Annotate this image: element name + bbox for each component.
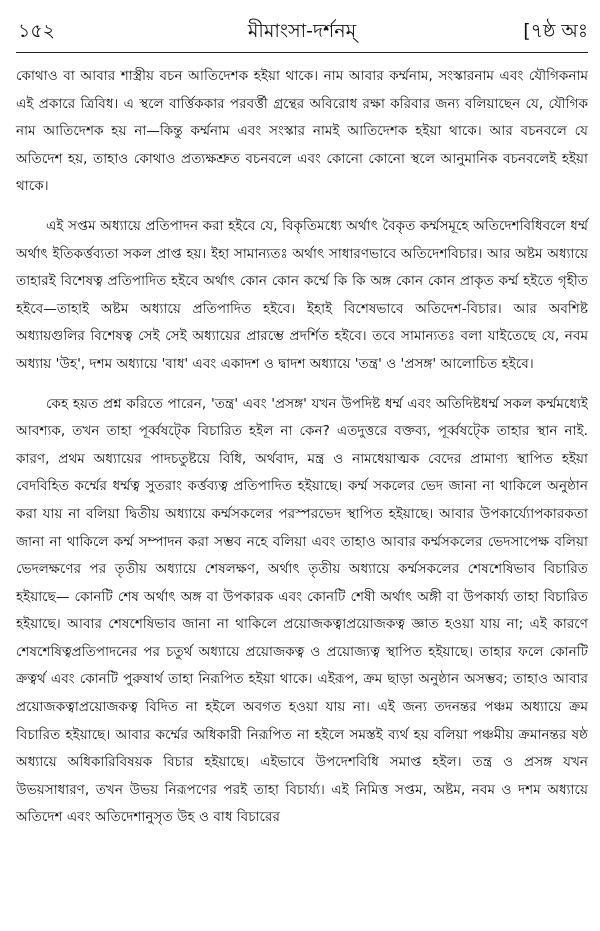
page-number: ১৫২ — [18, 20, 56, 42]
paragraph-1: কোথাও বা আবার শাস্ত্রীয় বচন আতিদেশক হইয়া থাকে। নাম আবার কর্ম্মনাম, সংস্কারনাম এবং যৌগিকনাম এই প্রকারে ত্রিবিধ। এ স্থলে বার্ত্তিককার পরবর্ত্তী গ্রন্থের অবিরোধ রক্ষা করিবার জন্য বলিয়াছেন যে, যৌগিক নাম আতিদেশক হয় না—কিন্তু কর্ম্মনাম এবং সংস্কার নামই আতিদেশক হইয়া থাকে। আর বচনবলে যে অতিদেশ হয়, তাহাও কোথাও প্রত্যক্ষশ্রুত বচনবলে এবং কোনো কোনো স্থলে আনুমানিক বচনবলেই হইয়া থাকে। — [16, 68, 588, 195]
body-text — [16, 63, 588, 832]
paragraph-2: এই সপ্তম অধ্যায়ে প্রতিপাদন করা হইবে যে, বিকৃতিমধ্যে অর্থাৎ বৈকৃত কর্ম্মসমূহে অতিদেশবিধিবলে ধর্ম্ম অর্থাৎ ইতিকর্ত্তব্যতা সকল প্রাপ্ত হয়। ইহা সামান্যতঃ অর্থাৎ সাধারণভাবে অতিদেশবিচার। আর অষ্টম অধ্যায়ে তাহারই বিশেষত্ব প্রতিপাদিত হইবে অর্থাৎ কোন কোন কর্ম্মে কি কি অঙ্গ কোন কোন প্রাকৃত কর্ম্ম হইতে গৃহীত হইবে—তাহাই অষ্টম অধ্যায়ে প্রতিপাদিত হইবে। ইহাই বিশেষভাবে অতিদেশ-বিচার। আর অবশিষ্ট অধ্যায়গুলির বিশেষত্ব সেই সেই অধ্যায়ের প্রারম্ভে প্রদর্শিত হইবে। তবে সামান্যতঃ বলা যাইতেছে যে, নবম অধ্যায় 'উহ', দশম অধ্যায়ে 'বাধ' এবং একাদশ ও দ্বাদশ অধ্যায়ে 'তন্ত্র' ও 'প্রসঙ্গ' আলোচিত হইবে। — [16, 217, 588, 372]
paragraph-3: কেহ হয়ত প্রশ্ন করিতে পারেন, 'তন্ত্র' এবং 'প্রসঙ্গ' যখন উপদিষ্ট ধর্ম্ম এবং অতিদিষ্টধর্ম্ম সকল কর্ম্মমধ্যেই আবশ্যক, তখন তাহা পূর্ব্বষট্কে বিচারিত হইল না কেন? এতদুত্তরে বক্তব্য, পূর্ব্বষট্কে তাহার স্থান নাই. কারণ, প্রথম অধ্যায়ের পাদচতুষ্টয়ে বিধি, অর্থবাদ, মন্ত্র ও নামধেয়াত্মক বেদের প্রামাণ্য স্থাপিত হইয়া বেদবিহিত কর্ম্মের ধর্ম্মত্ব সুতরাং কর্ত্তব্যত্ব প্রতিপাদিত হইয়াছে। কর্ম্ম সকলের ভেদ জানা না থাকিলে অনুষ্ঠান করা যায় না বলিয়া দ্বিতীয় অধ্যায়ে কর্ম্মসকলের পরস্পরভেদ স্থাপিত হইয়াছে। আবার উপকার্য্যোপকারকতা জানা না থাকিলে কর্ম্ম সম্পাদন করা সম্ভব নহে বলিয়া এবং তাহাও আবার কর্ম্মসকলের ভেদসাপেক্ষ বলিয়া ভেদলক্ষণের পর তৃতীয় অধ্যায়ে শেষলক্ষণ, অর্থাৎ তৃতীয় অধ্যায়ে কর্ম্মসকলের শেষশেষিভাব বিচারিত হইয়াছে— কোনটি শেষ অর্থাৎ অঙ্গ বা উপকারক এবং কোনটি শেষী অর্থাৎ অঙ্গী বা উপকার্য্য তাহা বিচারিত হইয়াছে। আবার শেষশেষিভাব জানা না থাকিলে প্রয়োজকত্বাপ্রয়োজকত্ব জ্ঞাত হওয়া যায় না; এই কারণে শেষশেষিত্বপ্রতিপাদনের পর চতুর্থ অধ্যায়ে প্রয়োজকত্ব ও প্রয়োজ্যত্ব স্থাপিত হইয়াছে। তাহার ফলে কোনটি ক্রত্বর্থ এবং কোনটি পুরুষার্থ তাহা নিরূপিত হইয়া থাকে। এইরূপ, ক্রম ছাড়া অনুষ্ঠান অসম্ভব; তাহাও আবার প্রয়োজকত্বাপ্রয়োজকত্ব বিদিত না হইলে অবগত হওয়া যায় না। এই জন্য তদনন্তর পঞ্চম অধ্যায়ে ক্রম বিচারিত হইয়াছে। আবার কর্ম্মের অধিকারী নিরূপিত না হইলে সমস্তই ব্যর্থ হয় বলিয়া পঞ্চমীয় ক্রমানন্তর ষষ্ঠ অধ্যায়ে অধিকারিবিষয়ক বিচার হইয়াছে। এইভাবে উপদেশবিধি সমাপ্ত হইল। তন্ত্র ও প্রসঙ্গ যখন উভয়সাধারণ, তখন উভয় নিরূপণের পরই তাহা বিচার্য্য। এই নিমিত্ত সপ্তম, অষ্টম, নবম ও দশম অধ্যায়ে অতিদেশ এবং অতিদেশানুসৃত উহ ও বাধ বিচারের — [16, 395, 588, 826]
page-header — [16, 8, 588, 53]
running-title: মীমাংসা-দর্শনম্ — [247, 20, 357, 42]
section-marker: [৭ষ্ঠ অঃ — [523, 20, 588, 42]
